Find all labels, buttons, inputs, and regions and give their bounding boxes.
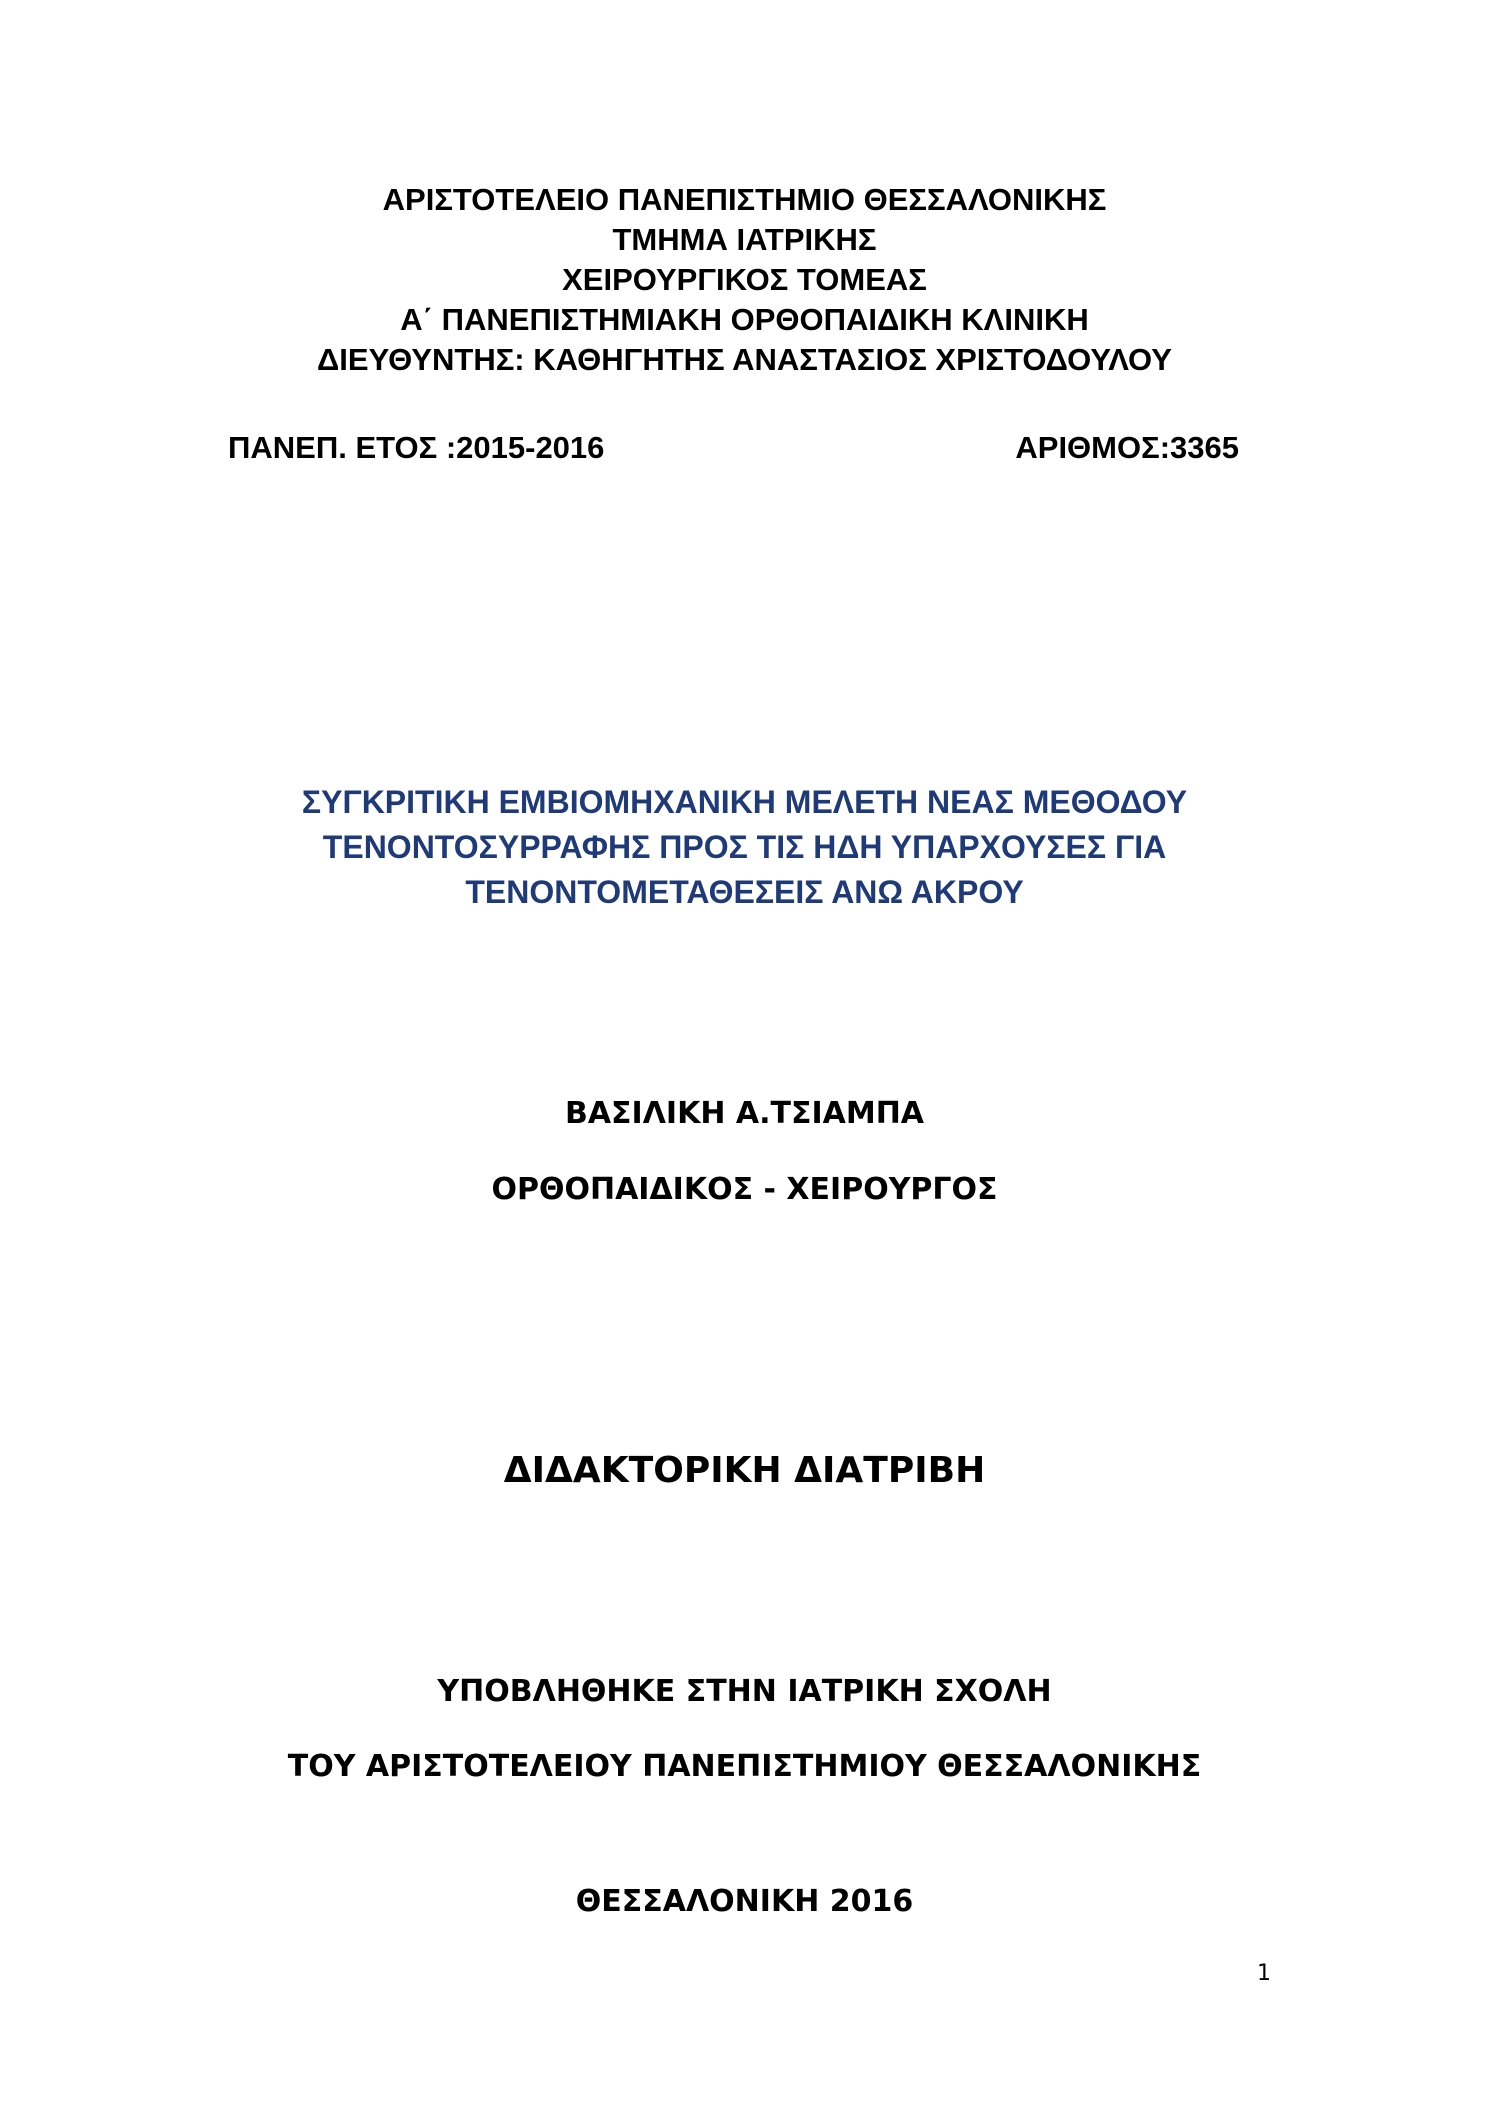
- header-clinic: Α΄ ΠΑΝΕΠΙΣΤΗΜΙΑΚΗ ΟΡΘΟΠΑΙΔΙΚΗ ΚΛΙΝΙΚΗ: [400, 302, 1089, 337]
- author-name: ΒΑΣΙΛΙΚΗ Α.ΤΣΙΑΜΠΑ: [564, 1096, 925, 1131]
- submission-line-1: ΥΠΟΒΛΗΘΗΚΕ ΣΤΗΝ ΙΑΤΡΙΚΗ ΣΧΟΛΗ: [437, 1674, 1052, 1709]
- thesis-title-line-1: ΣΥΓΚΡΙΤΙΚΗ ΕΜΒΙΟΜΗΧΑΝΙΚΗ ΜΕΛΕΤΗ ΝΕΑΣ ΜΕΘΟΔΟΥ: [301, 784, 1188, 820]
- header-department: ΤΜΗΜΑ ΙΑΤΡΙΚΗΣ: [612, 222, 877, 257]
- page-number: 1: [1257, 1961, 1271, 1986]
- header-university: ΑΡΙΣΤΟΤΕΛΕΙΟ ΠΑΝΕΠΙΣΤΗΜΙΟ ΘΕΣΣΑΛΟΝΙΚΗΣ: [382, 182, 1107, 217]
- author-role: ΟΡΘΟΠΑΙΔΙΚΟΣ - ΧΕΙΡΟΥΡΓΟΣ: [491, 1172, 998, 1207]
- place-and-year: ΘΕΣΣΑΛΟΝΙΚΗ 2016: [575, 1884, 914, 1919]
- thesis-title-line-2: ΤΕΝΟΝΤΟΣΥΡΡΑΦΗΣ ΠΡΟΣ ΤΙΣ ΗΔΗ ΥΠΑΡΧΟΥΣΕΣ ΓΙΑ: [322, 829, 1167, 865]
- document-type: ΔΙΔΑΚΤΟΡΙΚΗ ΔΙΑΤΡΙΒΗ: [503, 1450, 986, 1491]
- document-number: ΑΡΙΘΜΟΣ:3365: [1015, 430, 1239, 465]
- thesis-title: [0, 780, 1489, 915]
- institution-header: [0, 180, 1489, 380]
- academic-year: ΠΑΝΕΠ. ΕΤΟΣ :2015-2016: [228, 430, 605, 465]
- header-director: ΔΙΕΥΘΥΝΤΗΣ: ΚΑΘΗΓΗΤΗΣ ΑΝΑΣΤΑΣΙΟΣ ΧΡΙΣΤΟΔΟΥΛΟΥ: [317, 342, 1172, 377]
- submission-line-2: ΤΟΥ ΑΡΙΣΤΟΤΕΛΕΙΟΥ ΠΑΝΕΠΙΣΤΗΜΙΟΥ ΘΕΣΣΑΛΟΝΙΚΗΣ: [287, 1749, 1202, 1784]
- thesis-title-line-3: ΤΕΝΟΝΤΟΜΕΤΑΘΕΣΕΙΣ ΑΝΩ ΑΚΡΟΥ: [465, 874, 1024, 910]
- header-sector: ΧΕΙΡΟΥΡΓΙΚΟΣ ΤΟΜΕΑΣ: [562, 262, 927, 297]
